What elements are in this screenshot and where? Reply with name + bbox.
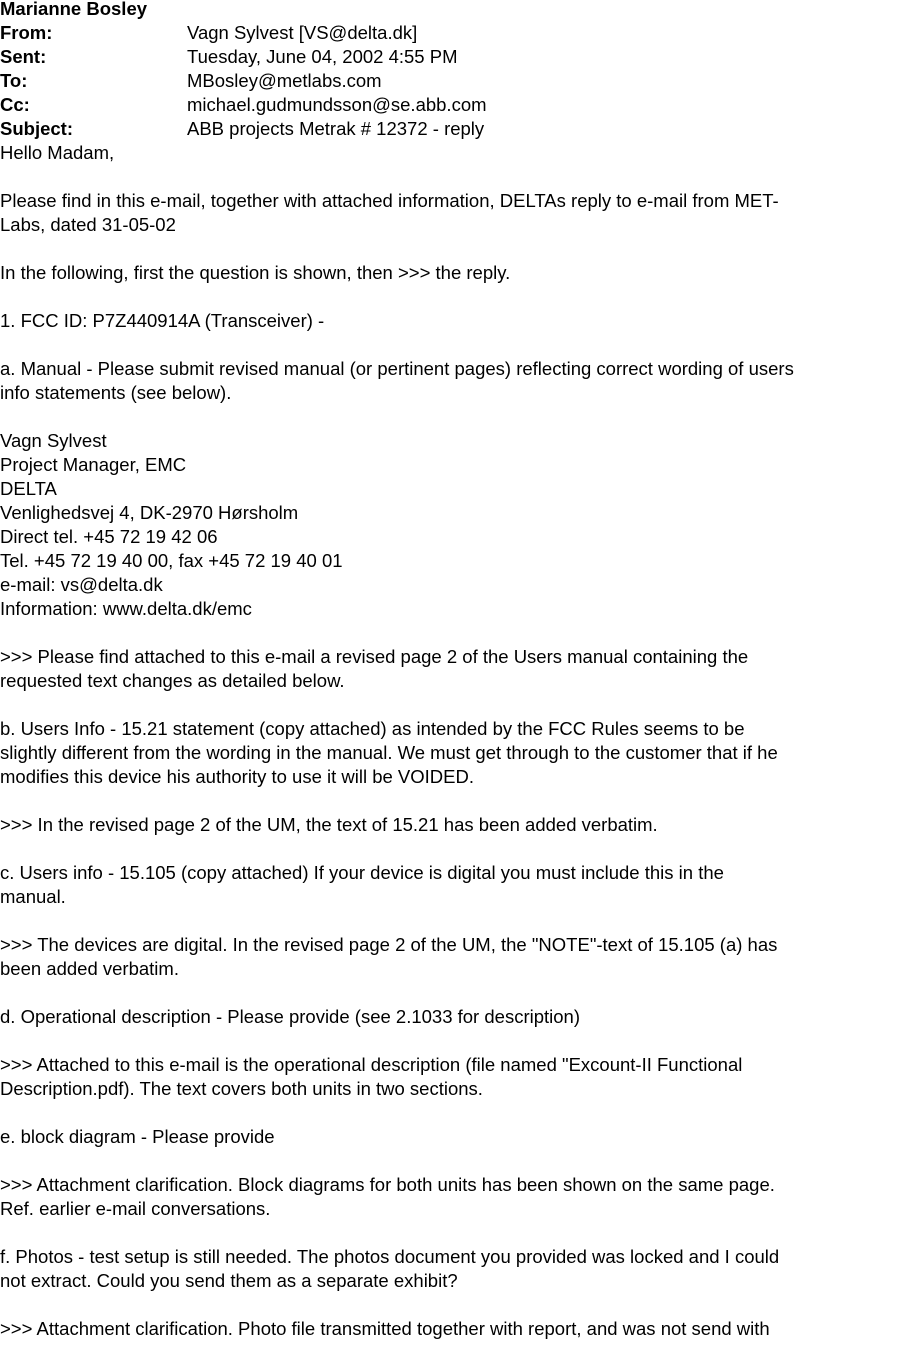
mailbox-owner: Marianne Bosley — [0, 0, 148, 19]
reply-a — [0, 645, 897, 693]
text-line: requested text changes as detailed below. — [0, 670, 345, 691]
email-body — [0, 141, 897, 1341]
reply-d — [0, 1053, 897, 1101]
sent-value: Tuesday, June 04, 2002 4:55 PM — [187, 46, 458, 67]
email-header — [0, 0, 897, 141]
cc-label: Cc: — [0, 94, 30, 115]
sent-label: Sent: — [0, 46, 47, 67]
paragraph-fcc-id — [0, 309, 897, 333]
signature-email: e-mail: vs@delta.dk — [0, 574, 163, 595]
text-line: >>> Please find attached to this e-mail a revised page 2 of the Users manual containing the — [0, 646, 749, 667]
text-line: >>> In the revised page 2 of the UM, the text of 15.21 has been added verbatim. — [0, 814, 658, 835]
question-e — [0, 1125, 897, 1149]
to-value: MBosley@metlabs.com — [187, 70, 382, 91]
text-line: >>> Attachment clarification. Block diagrams for both units has been shown on the same page. — [0, 1174, 775, 1195]
header-to-row — [0, 69, 897, 93]
reply-b — [0, 813, 897, 837]
text-line: a. Manual - Please submit revised manual (or pertinent pages) reflecting correct wording of users — [0, 358, 794, 379]
text-line: e. block diagram - Please provide — [0, 1126, 275, 1147]
text-line: c. Users info - 15.105 (copy attached) If your device is digital you must include this in the — [0, 862, 724, 883]
text-line: In the following, first the question is shown, then >>> the reply. — [0, 262, 511, 283]
text-line: Please find in this e-mail, together with attached information, DELTAs reply to e-mail from MET- — [0, 190, 779, 211]
from-value: Vagn Sylvest [VS@delta.dk] — [187, 22, 418, 43]
reply-c — [0, 933, 897, 981]
text-line: Labs, dated 31-05-02 — [0, 214, 176, 235]
text-line: manual. — [0, 886, 66, 907]
to-label: To: — [0, 70, 28, 91]
header-cc-row — [0, 93, 897, 117]
question-a — [0, 357, 897, 405]
signature-address: Venlighedsvej 4, DK-2970 Hørsholm — [0, 502, 299, 523]
text-line: >>> Attached to this e-mail is the operational description (file named "Excount-II Functional — [0, 1054, 743, 1075]
paragraph-intro — [0, 189, 897, 237]
signature-tel-fax: Tel. +45 72 19 40 00, fax +45 72 19 40 01 — [0, 550, 343, 571]
signature-website: Information: www.delta.dk/emc — [0, 598, 252, 619]
text-line: d. Operational description - Please provide (see 2.1033 for description) — [0, 1006, 580, 1027]
signature-name: Vagn Sylvest — [0, 430, 107, 451]
header-sent-row — [0, 45, 897, 69]
text-line: modifies this device his authority to use it will be VOIDED. — [0, 766, 474, 787]
from-label: From: — [0, 22, 53, 43]
header-subject-row — [0, 117, 897, 141]
subject-label: Subject: — [0, 118, 73, 139]
text-line: >>> Attachment clarification. Photo file transmitted together with report, and was not send with — [0, 1318, 770, 1339]
text-line: been added verbatim. — [0, 958, 179, 979]
text-line: Description.pdf). The text covers both units in two sections. — [0, 1078, 483, 1099]
cc-value: michael.gudmundsson@se.abb.com — [187, 94, 487, 115]
reply-e — [0, 1173, 897, 1221]
header-from-row — [0, 21, 897, 45]
signature-title: Project Manager, EMC — [0, 454, 187, 475]
paragraph-format-note — [0, 261, 897, 285]
subject-value: ABB projects Metrak # 12372 - reply — [187, 118, 485, 139]
greeting: Hello Madam, — [0, 142, 115, 163]
text-line: not extract. Could you send them as a separate exhibit? — [0, 1270, 458, 1291]
reply-f — [0, 1317, 897, 1341]
text-line: f. Photos - test setup is still needed. The photos document you provided was locked and I could — [0, 1246, 780, 1267]
signature-company: DELTA — [0, 478, 57, 499]
text-line: b. Users Info - 15.21 statement (copy attached) as intended by the FCC Rules seems to be — [0, 718, 745, 739]
text-line: >>> The devices are digital. In the revised page 2 of the UM, the "NOTE"-text of 15.105 (a) has — [0, 934, 778, 955]
text-line: slightly different from the wording in the manual. We must get through to the customer that if he — [0, 742, 778, 763]
question-f — [0, 1245, 897, 1293]
text-line: info statements (see below). — [0, 382, 232, 403]
text-line: 1. FCC ID: P7Z440914A (Transceiver) - — [0, 310, 325, 331]
question-d — [0, 1005, 897, 1029]
question-b — [0, 717, 897, 789]
signature-direct-tel: Direct tel. +45 72 19 42 06 — [0, 526, 218, 547]
text-line: Ref. earlier e-mail conversations. — [0, 1198, 271, 1219]
question-c — [0, 861, 897, 909]
signature-block — [0, 429, 897, 621]
